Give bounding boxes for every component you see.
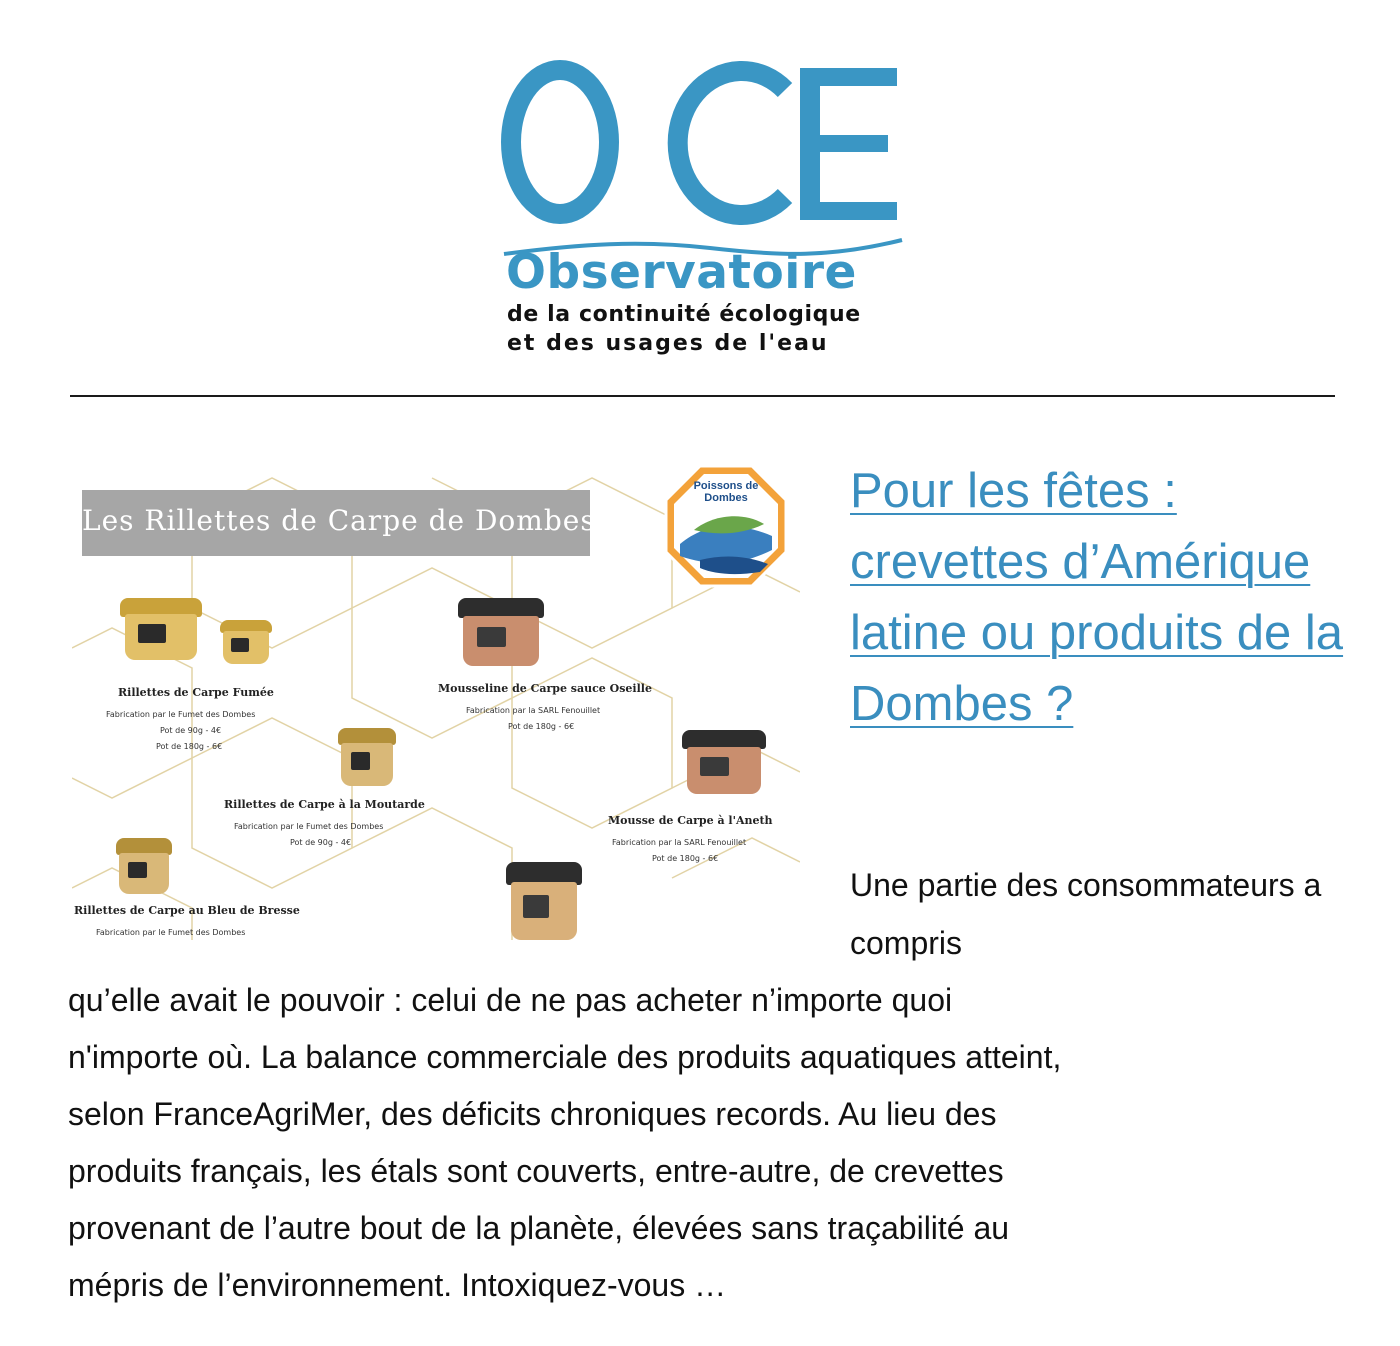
article-body-line: produits français, les étals sont couverts, entre-autre, de crevettes — [68, 1153, 1004, 1189]
product-name: Mousseline de Carpe sauce Oseille — [438, 682, 652, 695]
header-divider — [70, 395, 1335, 397]
product-maker: Fabrication par la SARL Fenouillet — [612, 838, 747, 847]
product-jar-mustard — [338, 728, 396, 786]
poster-title: Les Rillettes de Carpe de Dombes — [82, 504, 596, 537]
article-image-poster[interactable] — [72, 458, 800, 940]
article-body-line: qu’elle avait le pouvoir : celui de ne pas acheter n’importe quoi — [68, 982, 953, 1018]
product-jar-blue-cheese — [116, 838, 172, 894]
article-body-line: provenant de l’autre bout de la planète, élevées sans traçabilité au — [68, 1210, 1010, 1246]
poster-title-banner — [82, 490, 596, 556]
article-body-line: n'importe où. La balance commerciale des produits aquatiques atteint, — [68, 1039, 1062, 1075]
product-name: Rillettes de Carpe Fumée — [118, 686, 274, 699]
product-price: Pot de 180g - 6€ — [156, 742, 223, 751]
article-body — [68, 972, 1358, 1314]
logo-name: Observatoire — [506, 245, 857, 300]
product-maker: Fabrication par le Fumet des Dombes — [106, 710, 256, 719]
product-jar-sorrel — [458, 598, 544, 666]
product-name: Rillettes de Carpe à la Moutarde — [224, 798, 425, 811]
product-maker: Fabrication par le Fumet des Dombes — [234, 822, 384, 831]
product-price: Pot de 180g - 6€ — [652, 854, 719, 863]
product-price: Pot de 180g - 6€ — [508, 722, 575, 731]
product-jar-smoked-small — [220, 620, 272, 664]
article-body-line: mépris de l’environnement. Intoxiquez-vous … — [68, 1267, 727, 1303]
product-maker: Fabrication par la SARL Fenouillet — [466, 706, 601, 715]
badge-text: Poissons de Dombes — [693, 480, 759, 504]
logo-subtitle-line2: et des usages de l'eau — [507, 331, 829, 356]
product-name: Mousse de Carpe à l'Aneth — [608, 814, 773, 827]
product-maker: Fabrication par le Fumet des Dombes — [96, 928, 246, 937]
product-jar-smoked-large — [120, 598, 202, 660]
product-jar-dill — [682, 730, 766, 794]
article-intro: Une partie des consommateurs a compris — [850, 867, 1322, 961]
product-jar-bottom — [506, 862, 582, 940]
product-price: Pot de 90g - 4€ — [290, 838, 352, 847]
article-headline-link[interactable]: Pour les fêtes : crevettes d’Amérique latine ou produits de la Dombes ? — [850, 464, 1344, 731]
product-price: Pot de 90g - 4€ — [160, 726, 222, 735]
logo-subtitle-line1: de la continuité écologique — [507, 302, 861, 327]
article-body-line: selon FranceAgriMer, des déficits chroniques records. Au lieu des — [68, 1096, 997, 1132]
oce-logo[interactable] — [500, 58, 905, 358]
oce-acronym-logo — [500, 58, 905, 238]
product-name: Rillettes de Carpe au Bleu de Bresse — [74, 904, 300, 917]
